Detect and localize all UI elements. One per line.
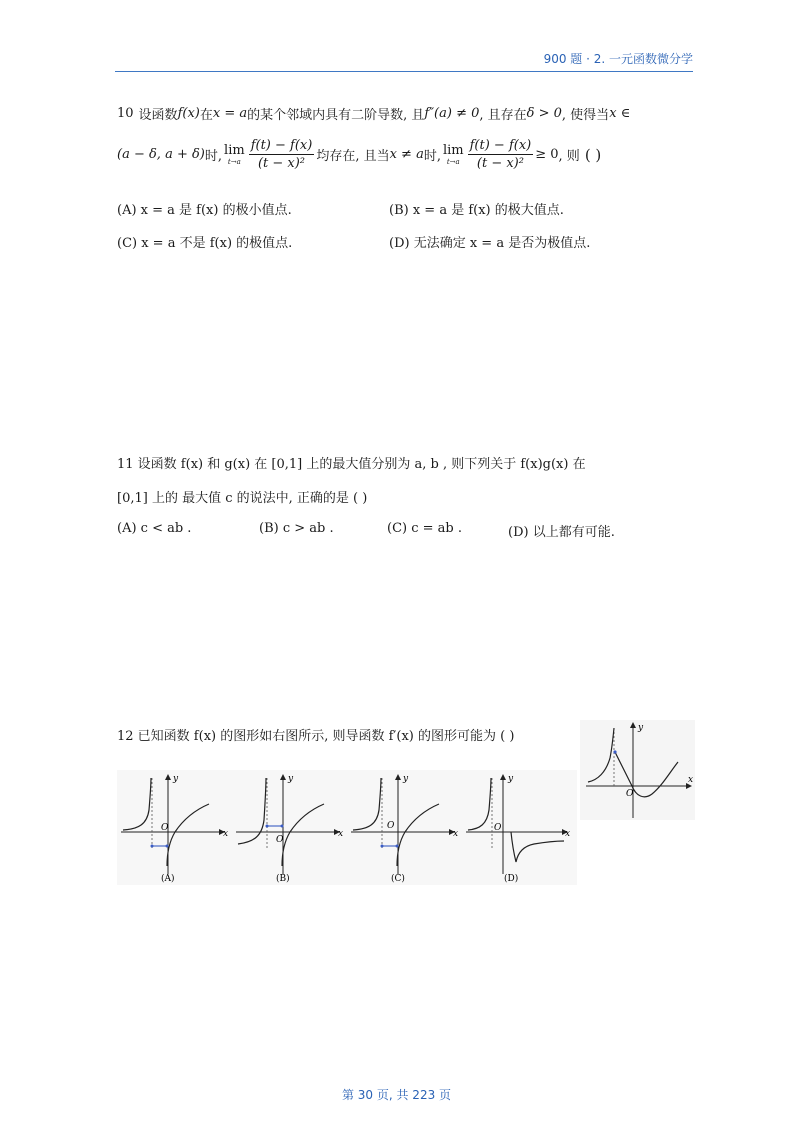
q10-geq0: ≥ 0 [535, 147, 559, 162]
q11-option-c: (C) c = ab . [387, 521, 462, 536]
marker-point-right [281, 825, 284, 828]
q12-graph-b [232, 770, 352, 885]
frac-num: f(t) − f(x) [250, 138, 313, 153]
graph-label: (B) [276, 874, 290, 884]
q10-option-b: (B) x = a 是 f(x) 的极大值点. [389, 203, 564, 218]
lim-word: lim [442, 143, 464, 158]
marker-point-left [381, 845, 384, 848]
x-label: x [223, 829, 229, 839]
marker-point-right [166, 845, 169, 848]
q10-fx: f(x) [177, 106, 200, 121]
origin-label: O [161, 823, 169, 833]
q12-graph-d [462, 770, 577, 885]
q10-xin: x ∈ [609, 106, 631, 121]
q10-answer-paren: ( ) [584, 145, 602, 164]
q12-graph-a [117, 770, 237, 885]
q11-option-b: (B) c > ab . [259, 521, 334, 536]
q12-fx-graph [580, 720, 695, 820]
q10-delta: δ > 0 [526, 106, 562, 121]
q10-text6: 时, [204, 149, 223, 164]
x-label: x [453, 829, 459, 839]
q10-xneqa: x ≠ a [389, 147, 424, 162]
origin-label: O [626, 789, 634, 799]
frac-den: (t − x)² [257, 156, 306, 171]
q10-line1 [117, 104, 630, 123]
q10-text2: 在 [199, 108, 213, 123]
q10-option-c: (C) x = a 不是 f(x) 的极值点. [117, 236, 293, 251]
q10-xa: x = a [212, 106, 248, 121]
header-rule [115, 71, 693, 72]
q11-line1: 11 设函数 f(x) 和 g(x) 在 [0,1] 上的最大值分别为 a, b , 则下列关于 f(x)g(x) 在 [117, 457, 586, 472]
y-label: y [173, 774, 179, 784]
q10-text1: 设函数 [138, 108, 178, 123]
origin-label: O [387, 821, 395, 831]
lim-word: lim [224, 143, 245, 158]
q10-text8: 时, [423, 149, 441, 164]
frac-den: (t − x)² [476, 156, 524, 171]
q10-f2a: f″(a) ≠ 0 [424, 106, 480, 121]
q11-option-a: (A) c < ab . [117, 521, 192, 536]
graph-bg [580, 720, 695, 820]
q10-text3: 的某个邻域内具有二阶导数, 且 [247, 108, 425, 123]
page-header: 900 题 · 2. 一元函数微分学 [543, 52, 693, 66]
q10-lim-1 [224, 143, 245, 166]
y-label: y [288, 774, 294, 784]
q11-option-d: (D) 以上都有可能. [508, 525, 615, 540]
q10-text7: 均存在, 且当 [316, 149, 390, 164]
x-label: x [688, 775, 694, 785]
marker-point-right [396, 845, 399, 848]
marker-point-left [151, 845, 154, 848]
y-label: y [403, 774, 409, 784]
q12-graph-c [347, 770, 467, 885]
y-label: y [508, 774, 514, 784]
q10-interval: (a − δ, a + δ) [117, 147, 205, 162]
graph-label: (C) [391, 874, 405, 884]
q10-text9: , 则 [558, 149, 580, 164]
graph-bg [232, 770, 352, 885]
q10-option-a: (A) x = a 是 f(x) 的极小值点. [117, 203, 292, 218]
x-label: x [565, 829, 571, 839]
origin-label: O [276, 835, 284, 845]
lim-sub: t→a [446, 158, 460, 166]
origin-label: O [494, 823, 502, 833]
graph-label: (D) [504, 874, 519, 884]
q10-option-d: (D) 无法确定 x = a 是否为极值点. [389, 236, 591, 251]
q10-text4: , 且存在 [479, 108, 527, 123]
y-label: y [638, 723, 644, 733]
graph-label: (A) [161, 874, 175, 884]
q12-text: 12 已知函数 f(x) 的图形如右图所示, 则导函数 f′(x) 的图形可能为 ( ) [117, 729, 515, 744]
point-marker [613, 750, 616, 753]
lim-sub: t→a [227, 158, 241, 166]
q10-fraction-2 [468, 138, 534, 171]
q10-line2 [117, 138, 601, 171]
frac-num: f(t) − f(x) [469, 138, 532, 153]
q11-line2: [0,1] 上的 最大值 c 的说法中, 正确的是 ( ) [117, 491, 368, 506]
page-footer: 第 30 页, 共 223 页 [341, 1088, 452, 1102]
q10-text5: , 使得当 [561, 108, 610, 123]
q10-fraction-1 [249, 138, 315, 171]
x-label: x [338, 829, 344, 839]
q10-number: 10 [117, 106, 134, 121]
q10-lim-2 [443, 143, 464, 166]
marker-point-left [266, 825, 269, 828]
